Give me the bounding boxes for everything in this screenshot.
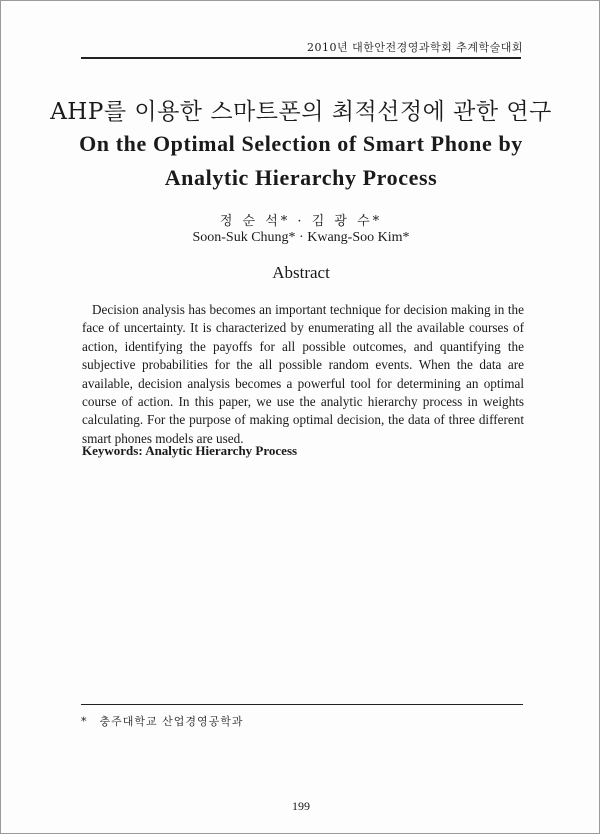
title-korean: AHP를 이용한 스마트폰의 최적선정에 관한 연구 (50, 99, 552, 125)
footnote (81, 713, 244, 729)
authors-english: Soon-Suk Chung* · Kwang-Soo Kim* (192, 230, 410, 245)
header-rule (81, 57, 521, 59)
keywords: Keywords: Analytic Hierarchy Process (82, 443, 298, 458)
authors-korean: 정 순 석* · 김 광 수* (219, 214, 383, 229)
footnote-mark: * (81, 715, 88, 728)
footnote-rule (81, 704, 523, 705)
page-number: 199 (292, 799, 310, 813)
title-english-line-2: Analytic Hierarchy Process (164, 165, 438, 190)
title-english-line-1: On the Optimal Selection of Smart Phone by (79, 131, 523, 156)
title-english (41, 127, 561, 195)
abstract-body: Decision analysis has becomes an important technique for decision making in the face of uncertainty. It is characterized by enumerating all the available courses of action, identifying the payoffs for all possible outcomes, and quantifying the subjective probabilities for the all possible random events. When the data are available, decision analysis becomes a powerful tool for determining an optimal course of action. In this paper, we use the analytic hierarchy process in weights calculating. For the purpose of making optimal decision, the data of three different smart phones models are used. (82, 302, 524, 446)
footnote-affiliation: 충주대학교 산업경영공학과 (99, 715, 244, 728)
abstract-heading: Abstract (272, 263, 330, 282)
conference-header: 2010년 대한안전경영과학회 추계학술대회 (306, 41, 523, 54)
